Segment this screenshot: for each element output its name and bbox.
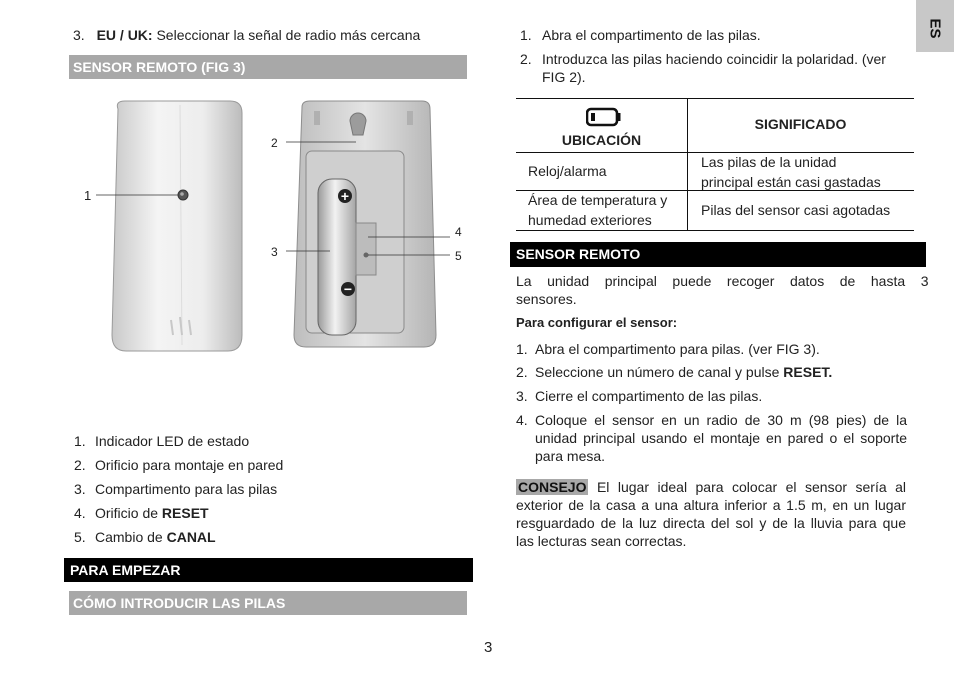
list-item-num: 3. — [74, 481, 86, 497]
list-item-num: 5. — [74, 529, 86, 545]
list-item — [516, 363, 911, 381]
list-item-text: Seleccione un número de canal y pulse RESET. — [535, 364, 833, 380]
list-item-text-cont: unidad principal usando el montaje en pared o el soporte — [535, 430, 907, 446]
language-tab — [916, 0, 954, 52]
table-cell-meaning: Las pilas de la unidad — [701, 154, 837, 170]
list-item — [74, 504, 474, 522]
battery-plus-symbol: + — [340, 188, 350, 204]
list-item — [516, 387, 911, 405]
list-item-num: 4. — [74, 505, 86, 521]
tip-line-2: exterior de la casa a una altura inferior a 1.5 m, en un lugar — [516, 497, 906, 513]
list-item — [74, 456, 474, 474]
tip-text: El lugar ideal para colocar el sensor sería al — [588, 479, 906, 495]
list-item-text: Abra el compartimento para pilas. (ver FIG 3). — [535, 341, 820, 357]
tip-block — [516, 478, 906, 550]
list-item-num: 4. — [516, 412, 528, 428]
list-item-text: Orificio de RESET — [95, 505, 209, 521]
tip-line-4: las lecturas sean correctas. — [516, 533, 687, 549]
tip-line-3: resguardado de la luz directa del sol y de la lluvia para que — [516, 515, 906, 531]
table-header-location: UBICACIÓN — [561, 132, 642, 148]
list-item — [74, 480, 474, 498]
list-item-text: Orificio para montaje en pared — [95, 457, 284, 473]
callout-1: 1 — [84, 188, 92, 203]
list-item-num: 1. — [74, 433, 86, 449]
list-item-num: 2. — [74, 457, 86, 473]
list-item — [520, 50, 920, 86]
batteries-header-label: CÓMO INTRODUCIR LAS PILAS — [73, 595, 286, 611]
table-cell-location-cont: humedad exteriores — [528, 212, 652, 228]
list-item-num: 3. — [516, 388, 528, 404]
language-tab-label: ES — [926, 18, 944, 39]
list-item — [516, 340, 911, 358]
remote-sensor-header — [510, 242, 926, 267]
list-item-text: Indicador LED de estado — [95, 433, 250, 449]
remote-sensor-fig3-header-label: SENSOR REMOTO (FIG 3) — [73, 59, 246, 75]
remote-sensor-intro-cont: sensores. — [516, 291, 577, 307]
parts-list — [74, 432, 474, 552]
callout-4: 4 — [455, 225, 462, 239]
list-item-text-cont: FIG 2). — [542, 69, 586, 85]
intro-item-text: Seleccionar la señal de radio más cercana — [152, 27, 421, 43]
battery-minus-symbol: − — [343, 281, 353, 297]
list-item-text: Cambio de CANAL — [95, 529, 216, 545]
config-steps — [516, 340, 911, 470]
page-number: 3 — [484, 639, 493, 656]
list-item — [520, 26, 920, 44]
intro-item — [73, 26, 473, 44]
list-item-text: Introduzca las pilas haciendo coincidir la polaridad. (ver — [542, 51, 886, 67]
sensor-front-view — [112, 101, 242, 351]
list-item-text-cont: para mesa. — [535, 448, 606, 464]
list-item-text: Cierre el compartimento de las pilas. — [535, 388, 763, 404]
table-header-meaning: SIGNIFICADO — [754, 116, 847, 132]
table-cell-location: Área de temperatura y — [528, 192, 668, 208]
table-cell-meaning-cont: principal están casi gastadas — [701, 174, 881, 190]
table-cell-location: Reloj/alarma — [528, 163, 607, 179]
list-item — [516, 411, 911, 465]
list-item-num: 1. — [516, 341, 528, 357]
callout-2: 2 — [271, 136, 278, 150]
getting-started-header — [64, 558, 473, 582]
intro-item-num: 3. — [73, 27, 85, 43]
configure-title: Para configurar el sensor: — [516, 315, 678, 330]
getting-started-header-label: PARA EMPEZAR — [70, 562, 181, 578]
remote-sensor-intro: La unidad principal puede recoger datos de hasta 3 — [516, 273, 929, 289]
table-cell-meaning: Pilas del sensor casi agotadas — [701, 202, 891, 218]
batteries-header — [69, 591, 467, 615]
list-item — [74, 432, 474, 450]
sensor-back-view — [294, 101, 436, 347]
list-item-num: 2. — [520, 51, 532, 67]
battery-steps — [520, 26, 920, 88]
list-item-num: 1. — [520, 27, 532, 43]
remote-sensor-header-label: SENSOR REMOTO — [516, 246, 641, 262]
list-item-num: 2. — [516, 364, 528, 380]
tip-label: CONSEJO — [518, 479, 587, 495]
battery-low-icon — [586, 107, 622, 127]
tip-line-1 — [516, 478, 906, 496]
list-item-text: Abra el compartimento de las pilas. — [542, 27, 761, 43]
list-item-text: Coloque el sensor en un radio de 30 m (98 pies) de la — [535, 412, 907, 428]
list-item-text: Compartimento para las pilas — [95, 481, 278, 497]
remote-sensor-fig3-header — [69, 55, 467, 79]
battery-status-table — [516, 98, 914, 231]
sensor-figure — [70, 95, 470, 360]
intro-item-bold: EU / UK: — [96, 27, 153, 43]
list-item — [74, 528, 474, 546]
callout-3: 3 — [271, 245, 278, 259]
callout-5: 5 — [455, 249, 462, 263]
